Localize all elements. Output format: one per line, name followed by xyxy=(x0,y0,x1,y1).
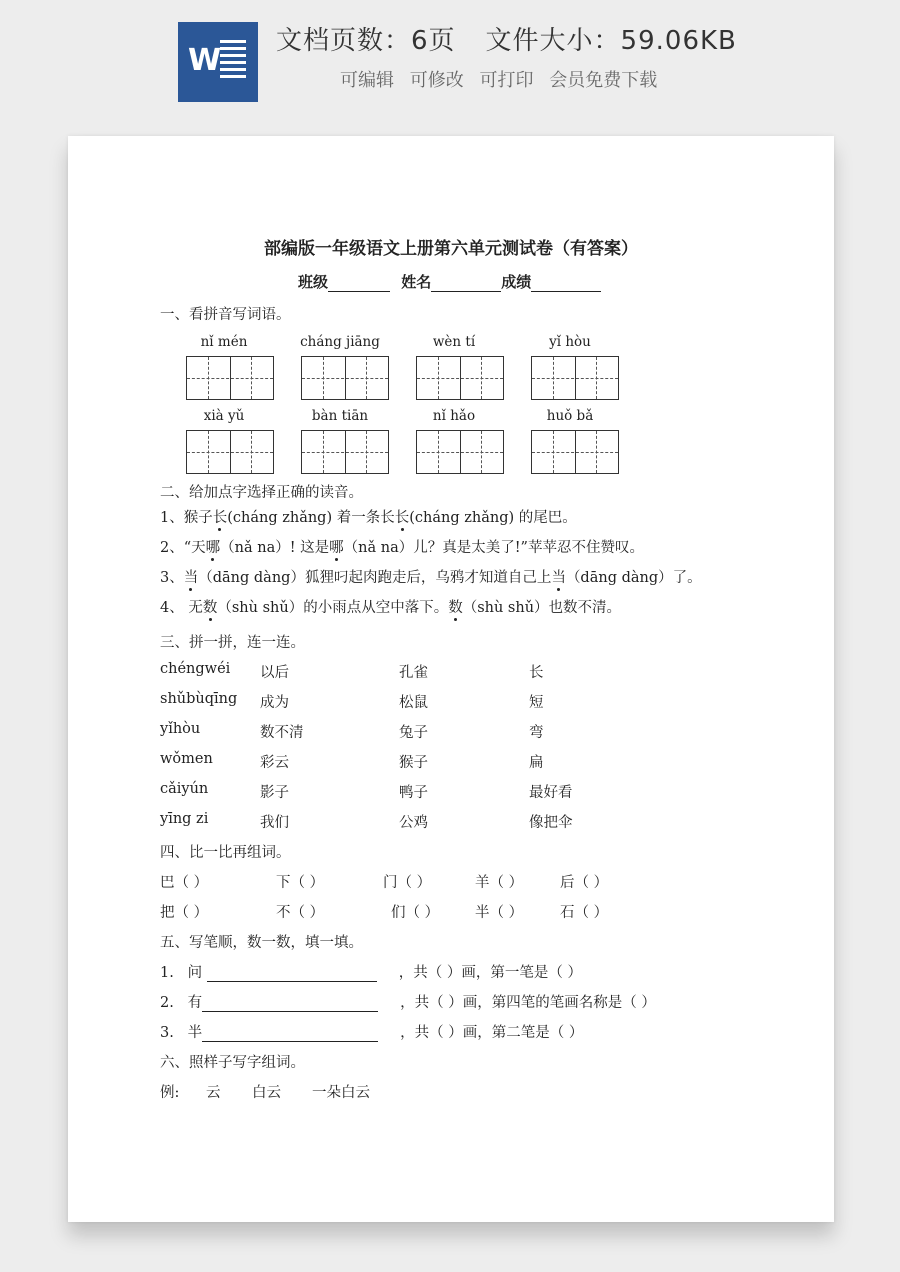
animal-item: 公鸡 xyxy=(399,815,428,831)
feature-editable: 可编辑 xyxy=(340,70,394,91)
animal-item: 猴子 xyxy=(399,755,428,771)
document-page xyxy=(68,136,834,1222)
text: （shù shǔ）也数不清。 xyxy=(462,600,622,616)
document-stats xyxy=(276,20,737,57)
animal-item: 松鼠 xyxy=(399,695,428,711)
pinyin-item: shǔbùqīng xyxy=(160,691,238,707)
pinyin-item: cǎiyún xyxy=(160,781,209,797)
writing-grid[interactable] xyxy=(301,356,389,400)
compare-item: 不（ ） xyxy=(276,905,325,921)
pinyin-label: cháng jiāng xyxy=(300,334,380,350)
stroke-question-1 xyxy=(160,961,582,982)
answer-blank[interactable] xyxy=(207,966,377,982)
dotted-char: 数 xyxy=(202,600,218,616)
score-label: 成绩 xyxy=(501,273,532,291)
pinyin-item: wǒmen xyxy=(160,751,213,767)
example-phrase: 一朵白云 xyxy=(312,1085,370,1101)
feature-member-download: 会员免费下载 xyxy=(549,70,658,91)
pinyin-label: huǒ bǎ xyxy=(546,408,594,424)
text: （shù shǔ）的小雨点从空中落下。 xyxy=(217,600,449,616)
text: （dāng dàng）了。 xyxy=(565,570,702,586)
compare-item: 半（ ） xyxy=(475,905,524,921)
animal-item: 鸭子 xyxy=(399,785,428,801)
example-word: 白云 xyxy=(252,1085,281,1101)
question-text: ，共（ ）画，第一笔是（ ） xyxy=(398,965,582,981)
text: （dāng dàng）狐狸叼起肉跑走后，乌鸦才知道自己上 xyxy=(198,570,552,586)
question-2-1 xyxy=(160,506,577,527)
text: 1、猴子 xyxy=(160,510,213,526)
dotted-char: 当 xyxy=(551,570,566,586)
word-item: 成为 xyxy=(260,695,289,711)
text: 2、“天 xyxy=(160,540,206,556)
pinyin-label: xià yǔ xyxy=(203,408,245,424)
download-banner xyxy=(0,0,900,125)
section-2-heading: 二、给加点字选择正确的读音。 xyxy=(160,485,363,501)
section-3-heading: 三、拼一拼，连一连。 xyxy=(160,635,305,651)
file-size: 文件大小：59.06KB xyxy=(485,26,737,56)
word-item: 我们 xyxy=(260,815,289,831)
pinyin-label: bàn tiān xyxy=(311,408,369,424)
writing-grid[interactable] xyxy=(301,430,389,474)
feature-modifiable: 可修改 xyxy=(409,70,464,91)
question-2-2 xyxy=(160,536,644,557)
question-char: 有 xyxy=(187,995,203,1011)
answer-blank[interactable] xyxy=(202,1026,378,1042)
word-item: 数不清 xyxy=(260,725,304,741)
writing-grid[interactable] xyxy=(416,356,504,400)
text: (cháng zhǎng) 的尾巴。 xyxy=(409,510,577,526)
animal-item: 兔子 xyxy=(399,725,428,741)
question-text: ，共（ ）画，第二笔是（ ） xyxy=(400,1025,584,1041)
text: （nǎ na）儿？真是太美了!”苹苹忍不住赞叹。 xyxy=(343,540,644,556)
dotted-char: 数 xyxy=(448,600,463,616)
section-4-heading: 四、比一比再组词。 xyxy=(160,845,291,861)
stroke-question-3 xyxy=(160,1021,583,1042)
pinyin-item: yǐhòu xyxy=(160,721,201,737)
writing-grid[interactable] xyxy=(416,430,504,474)
dotted-char: 当 xyxy=(183,570,199,586)
trait-item: 短 xyxy=(529,695,544,711)
student-info-line xyxy=(298,271,601,292)
compare-item: 们（ ） xyxy=(391,905,440,921)
question-char: 半 xyxy=(187,1025,203,1041)
pinyin-label: yǐ hòu xyxy=(549,334,591,350)
text: 4、 无 xyxy=(160,600,203,616)
class-blank xyxy=(328,277,390,292)
text: (cháng zhǎng) 着一条长 xyxy=(227,510,395,526)
dotted-char: 长 xyxy=(394,510,410,526)
trait-item: 最好看 xyxy=(529,785,573,801)
pinyin-label: nǐ hǎo xyxy=(432,408,476,424)
dotted-char: 哪 xyxy=(205,540,221,556)
compare-item: 巴（ ） xyxy=(160,875,209,891)
stroke-question-2 xyxy=(160,991,656,1012)
pinyin-item: chéngwéi xyxy=(160,661,231,677)
question-number: 1. xyxy=(160,965,174,981)
question-number: 2. xyxy=(160,995,174,1011)
compare-item: 把（ ） xyxy=(160,905,209,921)
compare-item: 下（ ） xyxy=(276,875,325,891)
text: （nǎ na）! 这是 xyxy=(220,540,330,556)
example-label: 例: xyxy=(160,1085,180,1101)
name-blank xyxy=(431,277,501,292)
compare-item: 羊（ ） xyxy=(475,875,524,891)
word-item: 影子 xyxy=(260,785,289,801)
page-count: 文档页数：6页 xyxy=(276,26,456,56)
compare-item: 后（ ） xyxy=(560,875,609,891)
class-label: 班级 xyxy=(298,273,329,291)
pinyin-label: wèn tí xyxy=(432,334,476,350)
trait-item: 弯 xyxy=(529,725,544,741)
writing-grid[interactable] xyxy=(186,356,274,400)
name-label: 姓名 xyxy=(401,273,432,291)
text: 3、 xyxy=(160,570,184,586)
compare-item: 石（ ） xyxy=(560,905,609,921)
pinyin-label: nǐ mén xyxy=(200,334,248,350)
dotted-char: 长 xyxy=(212,510,228,526)
pinyin-item: yīng zi xyxy=(160,811,209,827)
writing-grid[interactable] xyxy=(531,430,619,474)
exam-title: 部编版一年级语文上册第六单元测试卷（有答案） xyxy=(264,239,638,259)
example-char: 云 xyxy=(206,1085,221,1101)
question-2-3 xyxy=(160,566,702,587)
score-blank xyxy=(531,277,601,292)
answer-blank[interactable] xyxy=(202,996,378,1012)
word-document-icon: W xyxy=(178,22,258,102)
question-char: 问 xyxy=(187,965,203,981)
question-text: ，共（ ）画，第四笔的笔画名称是（ ） xyxy=(400,995,656,1011)
dotted-char: 哪 xyxy=(329,540,344,556)
section-5-heading: 五、写笔顺，数一数，填一填。 xyxy=(160,935,363,951)
compare-item: 门（ ） xyxy=(383,875,432,891)
writing-grid[interactable] xyxy=(531,356,619,400)
word-item: 以后 xyxy=(260,665,289,681)
feature-printable: 可打印 xyxy=(479,70,534,91)
section-6-heading: 六、照样子写字组词。 xyxy=(160,1055,305,1071)
writing-grid[interactable] xyxy=(186,430,274,474)
section-1-heading: 一、看拼音写词语。 xyxy=(160,307,291,323)
trait-item: 像把伞 xyxy=(529,815,573,831)
question-2-4 xyxy=(160,596,621,617)
question-number: 3. xyxy=(160,1025,174,1041)
trait-item: 长 xyxy=(529,665,544,681)
document-features xyxy=(340,66,667,92)
word-item: 彩云 xyxy=(260,755,289,771)
animal-item: 孔雀 xyxy=(399,665,428,681)
trait-item: 扁 xyxy=(529,755,544,771)
